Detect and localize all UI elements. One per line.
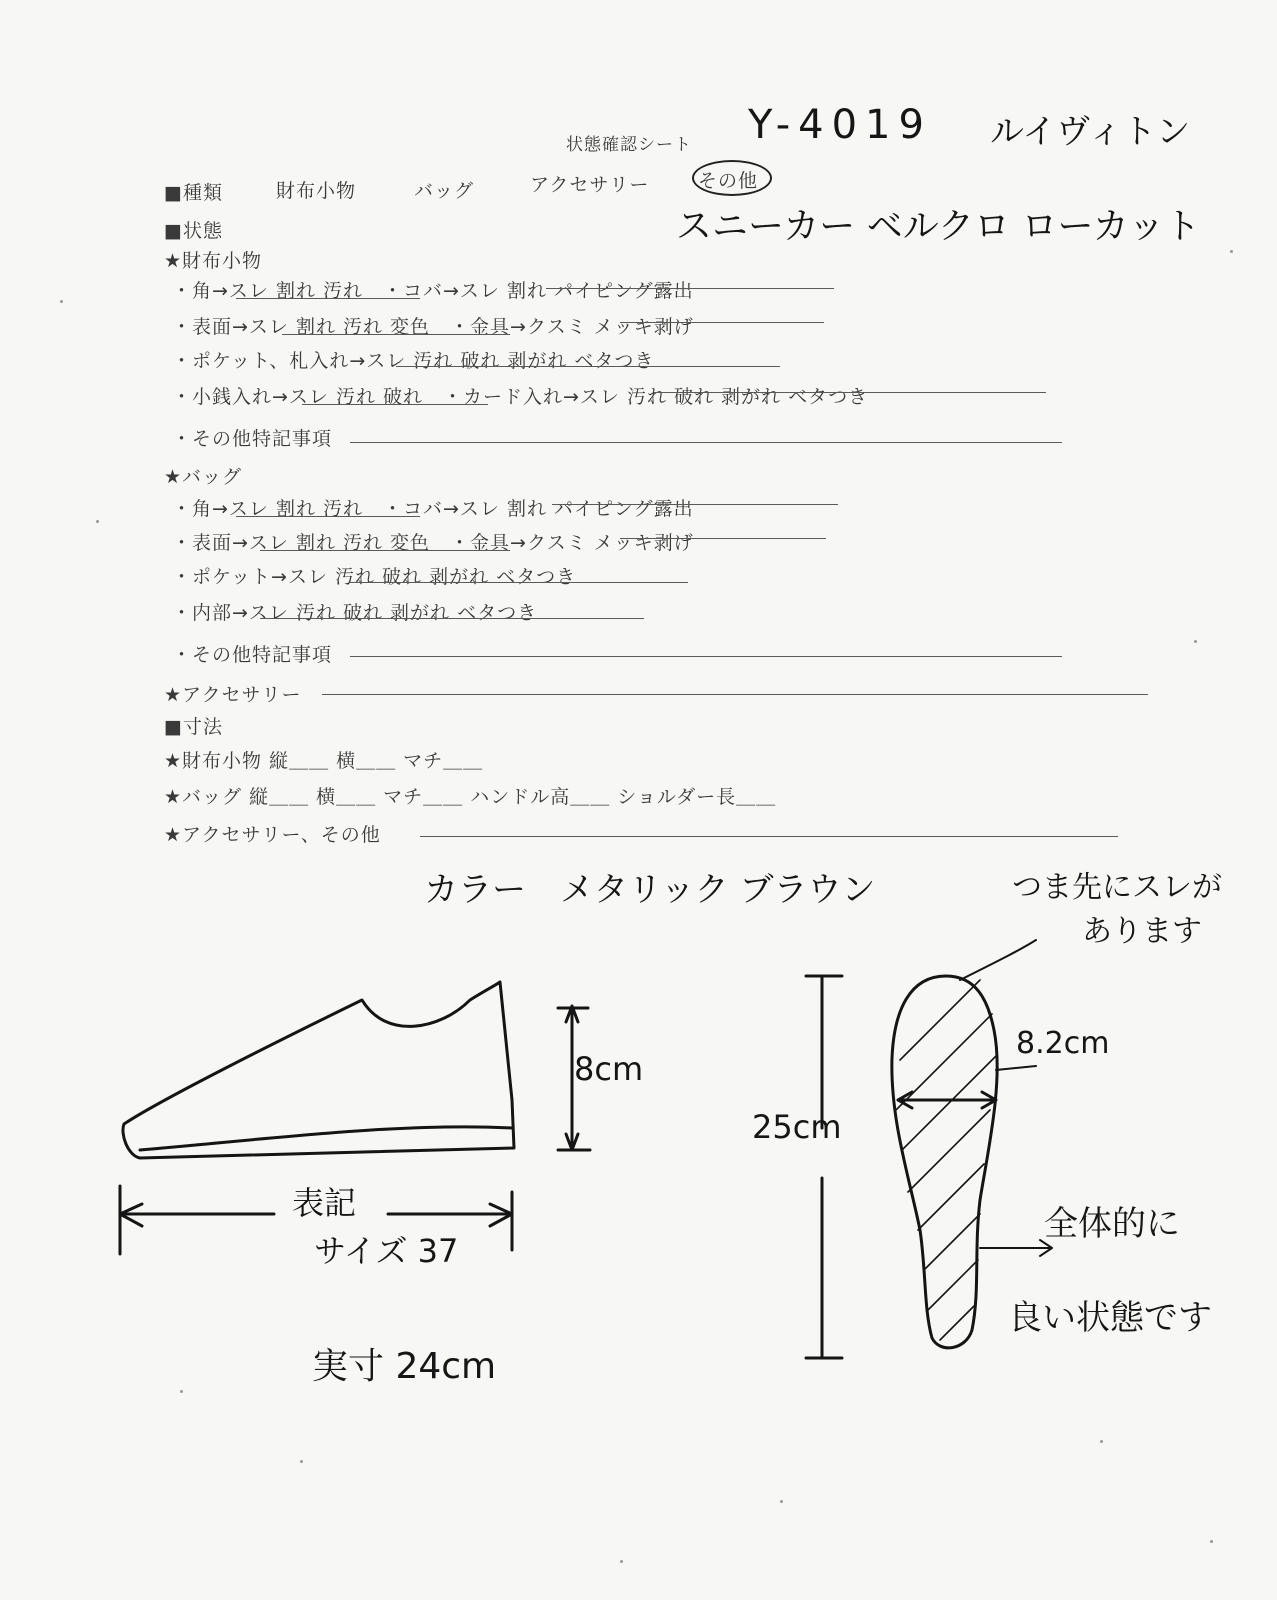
wallet-row-4: ・小銭入れ→スレ 汚れ 破れ ・カード入れ→スレ 汚れ 破れ 剥がれ ベタつき	[172, 386, 869, 408]
category-option-wallet: 財布小物	[276, 180, 357, 202]
size-label: ■寸法	[164, 716, 223, 738]
wallet-row-2: ・表面→スレ 割れ 汚れ 変色 ・金具→クスミ メッキ剥げ	[172, 316, 694, 338]
category-option-bag: バッグ	[414, 180, 475, 202]
width-leader	[996, 1066, 1036, 1070]
category-option-accessory: アクセサリー	[530, 174, 650, 196]
size-row-wallet: ★財布小物 縦＿＿ 横＿＿ マチ＿＿	[164, 750, 484, 772]
category-label: ■種類	[164, 182, 223, 204]
color-note: カラー メタリック ブラウン	[424, 870, 876, 910]
bag-row-1: ・角→スレ 割れ 汚れ ・コバ→スレ 割れ パイピング露出	[172, 498, 694, 520]
bag-row-3: ・ポケット→スレ 汚れ 破れ 剥がれ ベタつき	[172, 566, 577, 588]
toe-note-line2: あります	[1082, 914, 1202, 949]
item-type: スニーカー ベルクロ ローカット	[676, 206, 1201, 247]
size-row-accessory: ★アクセサリー、その他	[164, 824, 381, 846]
item-code: Y-4019	[748, 102, 932, 148]
bag-row-2: ・表面→スレ 割れ 汚れ 変色 ・金具→クスミ メッキ剥げ	[172, 532, 694, 554]
height-arrow	[558, 1006, 590, 1150]
length-measure: 25cm	[752, 1108, 842, 1146]
toe-leader	[960, 940, 1036, 980]
condition-label: ■状態	[164, 220, 223, 242]
sole-top-outline	[892, 976, 997, 1348]
overall-note-line2: 良い状態です	[1008, 1298, 1212, 1338]
bag-row-4: ・内部→スレ 汚れ 破れ 剥がれ ベタつき	[172, 602, 538, 624]
size-row-bag: ★バッグ 縦＿＿ 横＿＿ マチ＿＿ ハンドル高＿＿ ショルダー長＿＿	[164, 786, 777, 808]
wallet-row-5: ・その他特記事項	[172, 428, 333, 450]
length-arrow	[120, 1186, 512, 1254]
brand-name: ルイヴィトン	[990, 112, 1191, 152]
wallet-row-1: ・角→スレ 割れ 汚れ ・コバ→スレ 割れ パイピング露出	[172, 280, 694, 302]
bag-row-5: ・その他特記事項	[172, 644, 333, 666]
height-measure: 8cm	[574, 1050, 644, 1088]
wallet-row-3: ・ポケット、札入れ→スレ 汚れ 破れ 剥がれ ベタつき	[172, 350, 655, 372]
actual-size: 実寸 24cm	[312, 1346, 497, 1387]
category-option-other: その他	[698, 170, 759, 192]
accessory-line: ★アクセサリー	[164, 684, 302, 706]
sole-length-bar	[806, 976, 842, 1358]
shoe-side-outline	[123, 982, 514, 1158]
shoe-sole-line	[140, 1127, 512, 1150]
toe-note-line1: つま先にスレが	[1012, 870, 1222, 905]
width-measure: 8.2cm	[1016, 1026, 1110, 1061]
label-size-line2: サイズ 37	[314, 1232, 459, 1270]
overall-note-line1: 全体的に	[1044, 1204, 1180, 1244]
label-size-line1: 表記	[292, 1184, 357, 1222]
sheet-title: 状態確認シート	[566, 135, 692, 155]
bag-section-title: ★バッグ	[164, 466, 243, 488]
overall-leader	[980, 1240, 1052, 1256]
wallet-section-title: ★財布小物	[164, 250, 263, 272]
sole-hatching	[896, 980, 996, 1340]
